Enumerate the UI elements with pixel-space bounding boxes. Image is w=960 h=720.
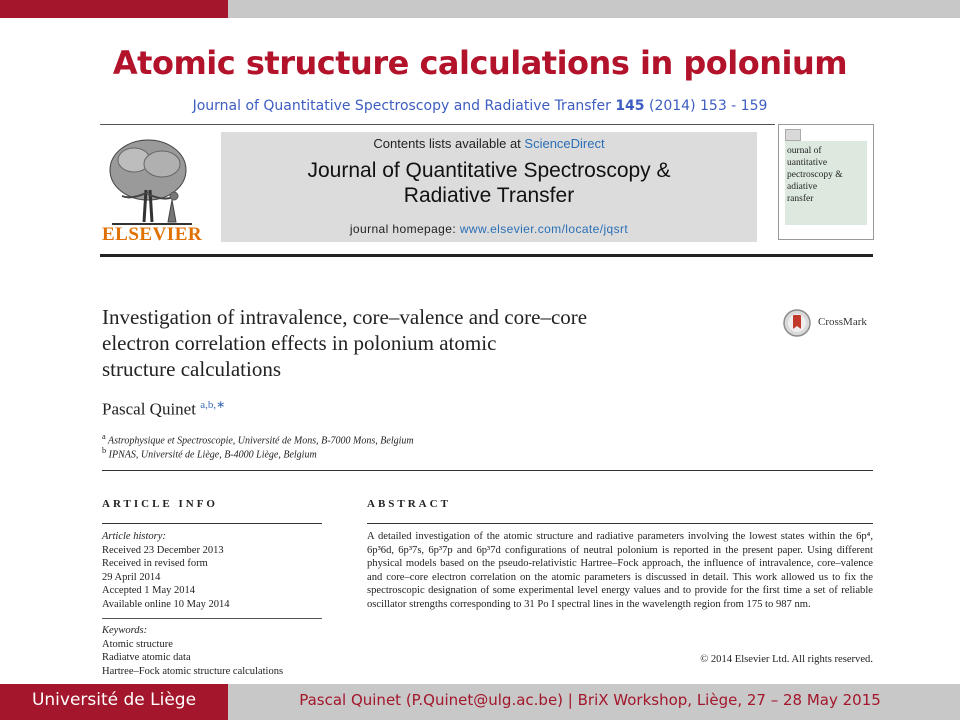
elsevier-wordmark: ELSEVIER [102,224,203,245]
article-history [102,530,332,612]
paper-screenshot [100,120,875,680]
citation-volume: 145 [615,98,645,114]
abstract-rule [367,523,873,524]
history-label: Article history: [102,531,166,542]
top-bar-accent [0,0,228,18]
affiliation-a-text: Astrophysique et Spectroscopie, Université de Mons, B-7000 Mons, Belgium [105,435,414,447]
keyword-item: Radiatve atomic data [102,652,191,664]
cover-line: pectroscopy & [787,170,843,180]
article-title [102,304,742,382]
homepage-link[interactable]: www.elsevier.com/locate/jqsrt [459,222,629,236]
footer-credit: Pascal Quinet (P.Quinet@ulg.ac.be) | BriX Workshop, Liège, 27 – 28 May 2015 [299,691,881,709]
article-title-line3: structure calculations [102,357,282,381]
keywords-label: Keywords: [102,625,148,636]
abstract-heading: ABSTRACT [367,498,451,510]
citation [0,98,960,114]
cover-line: ournal of [787,146,822,156]
journal-name-line1: Journal of Quantitative Spectroscopy & [307,159,671,182]
journal-cover-thumbnail [778,124,874,240]
header-bottom-rule [100,254,873,257]
cover-title [787,145,867,205]
header-rule [100,124,775,125]
article-info-rule [102,523,322,524]
history-item: Available online 10 May 2014 [102,598,230,610]
citation-journal: Journal of Quantitative Spectroscopy and Radiative Transfer [192,98,616,114]
homepage-prefix: journal homepage: [349,222,460,236]
history-item: Accepted 1 May 2014 [102,585,196,597]
citation-pages: (2014) 153 - 159 [644,98,768,114]
copyright: © 2014 Elsevier Ltd. All rights reserved. [700,654,873,665]
contents-line [221,136,757,151]
sciencedirect-link[interactable]: ScienceDirect [524,136,605,151]
keyword-item: Atomic structure [102,638,173,650]
history-item: Received in revised form [102,558,208,570]
cover-line: adiative [787,182,818,192]
author-name: Pascal Quinet [102,399,201,419]
affiliation-a-mark: a [102,432,106,441]
affiliation-b-mark: b [102,446,107,455]
footer-bar [228,684,960,720]
contents-prefix: Contents lists available at [373,136,525,151]
keywords [102,624,342,678]
slide-title: Atomic structure calculations in polonium [112,44,848,82]
homepage-line [221,222,757,236]
history-item: 29 April 2014 [102,571,161,583]
article-title-line2: electron correlation effects in polonium atomic [102,331,497,355]
journal-header-box [221,132,757,242]
journal-name [221,158,757,208]
author [102,398,225,420]
journal-name-line2: Radiative Transfer [403,184,575,207]
keywords-rule [102,618,322,619]
corresponding-author-mark[interactable]: ∗ [216,399,226,411]
cover-badge [785,129,801,141]
university-name: Université de Liège [31,690,197,710]
affiliation-b [102,446,317,460]
keyword-item: Hartree–Fock atomic structure calculations [102,665,284,677]
article-title-line1: Investigation of intravalence, core–valence and core–core [102,305,588,329]
crossmark-label[interactable]: CrossMark [818,316,867,328]
history-item: Received 23 December 2013 [102,544,224,556]
cover-line: ransfer [787,194,814,204]
abstract-text: A detailed investigation of the atomic structure and radiative parameters involving the lowest states within the 6p⁴, 6p³6d, 6p³7s, 6p³7p and 6p³7d configurations of neutral polonium is reported in the present paper. Using different physical models based on the pseudo-relativistic Hartree–Fock approach, the influence of intravalence, core–valence and core–core electron correlation on the atomic parameters is discussed in detail. This work allowed us to fix the spectroscopic designation of some experimental level energy values and to provide for the first time a set of reliable oscillator strengths corresponding to 31 Po I spectral lines in the wavelength region from 175 to 987 nm. [367,531,873,610]
article-info-heading: ARTICLE INFO [102,498,218,510]
footer-university [0,684,228,720]
section-divider [102,470,873,471]
cover-line: uantitative [787,158,828,168]
affiliation-b-text: IPNAS, Université de Liège, B-4000 Liège, Belgium [106,449,317,461]
top-bar [228,0,960,18]
affiliation-a [102,432,414,446]
author-affiliation-marks[interactable]: a,b, [200,399,217,411]
